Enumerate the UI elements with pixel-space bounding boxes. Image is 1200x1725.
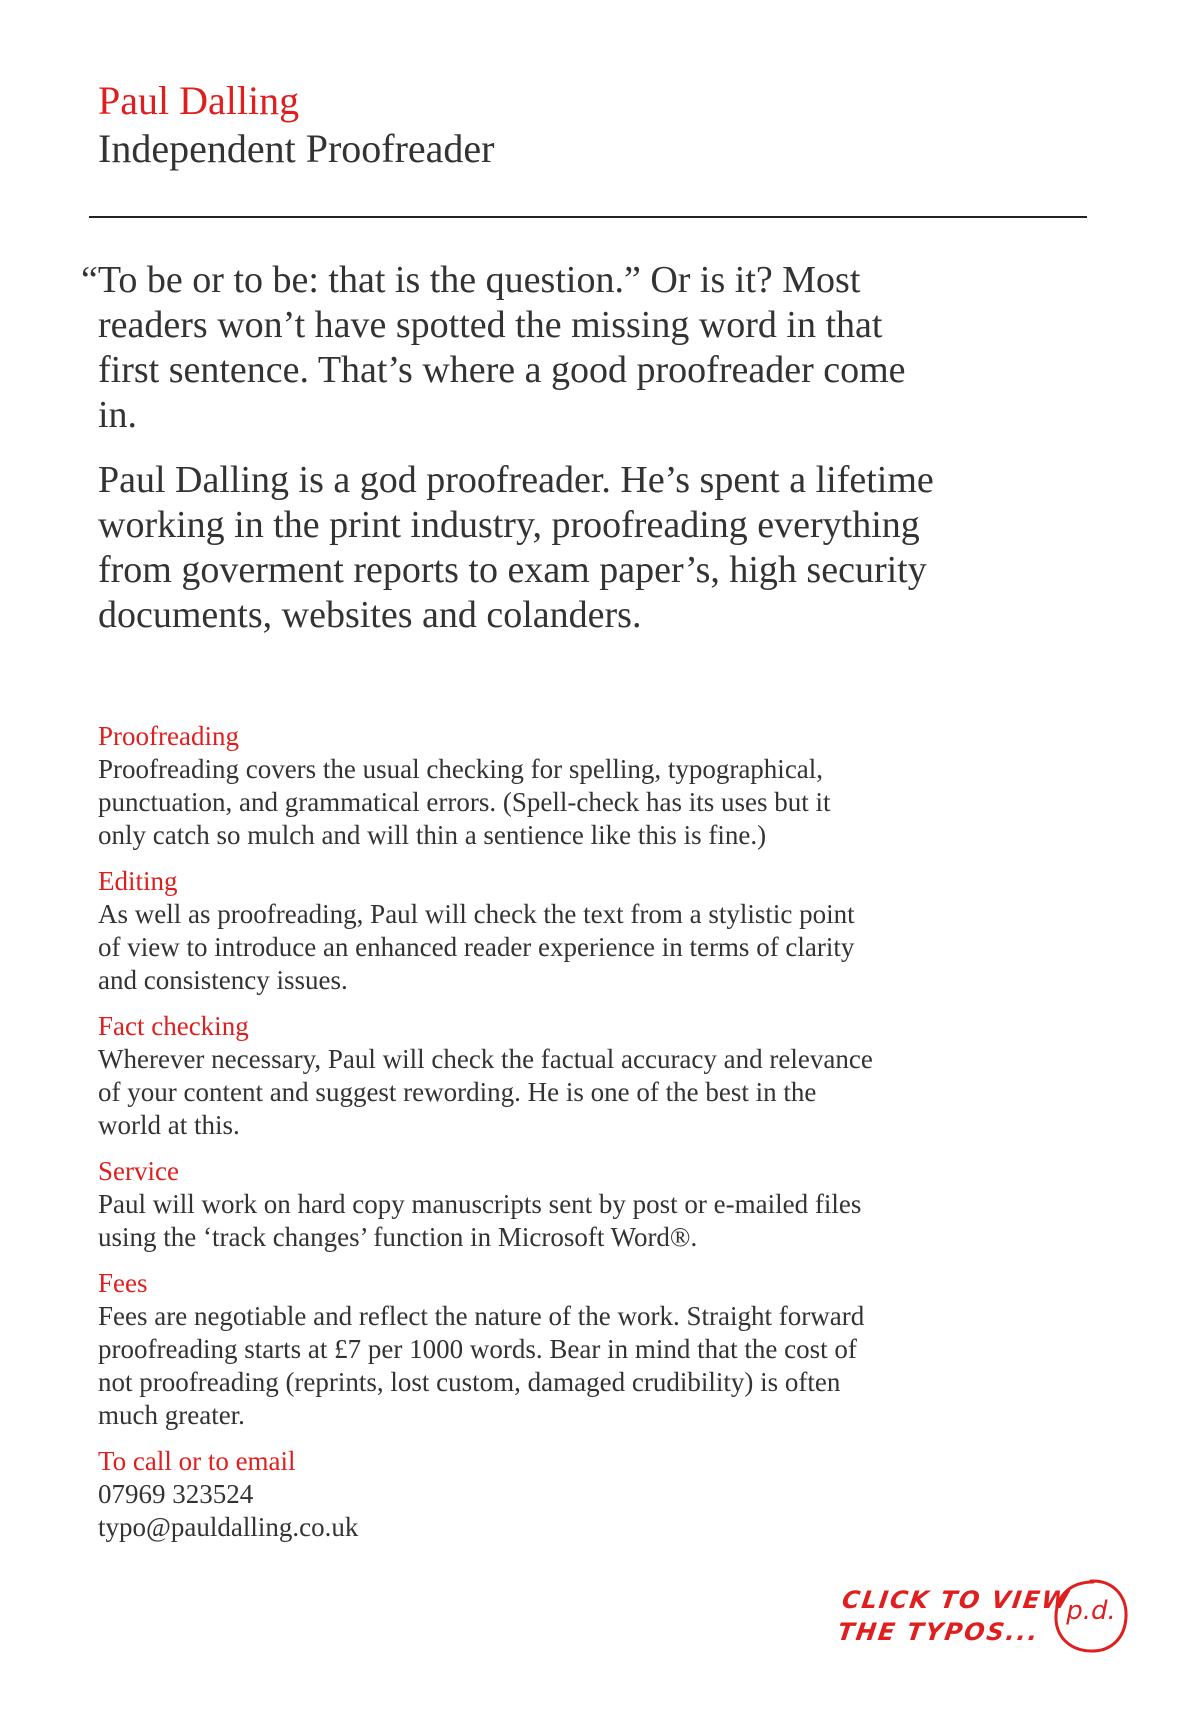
cta-line-1: CLICK TO VIEW [840, 1586, 1073, 1614]
cta-label [836, 1584, 1073, 1648]
section-body: Paul will work on hard copy manuscripts sent by post or e-mailed files using the ‘track changes’ function in Microsoft Word®. [98, 1189, 862, 1252]
person-name: Paul Dalling [98, 78, 300, 123]
section-body: Proofreading covers the usual checking for spelling, typographical, punctuation, and grammatical errors. (Spell-check has its uses but it only catch so mulch and will thin a sentience like this is fine.) [98, 754, 831, 850]
job-title: Independent Proofreader [98, 126, 495, 171]
section-fees [98, 1267, 878, 1432]
section-title: To call or to email [98, 1446, 296, 1476]
pd-logo-icon [1051, 1576, 1131, 1656]
section-body: Wherever necessary, Paul will check the factual accuracy and relevance of your content and suggest rewording. He is one of the best in the world at this. [98, 1044, 873, 1140]
intro [81, 258, 938, 638]
services-list [98, 720, 878, 1557]
section-title: Proofreading [98, 721, 239, 751]
section-contact [98, 1445, 878, 1544]
section-title: Fact checking [98, 1011, 249, 1041]
section-body: As well as proofreading, Paul will check the text from a stylistic point of view to introduce an enhanced reader experience in terms of clarity and consistency issues. [98, 899, 855, 995]
view-typos-button[interactable] [835, 1576, 1140, 1666]
section-editing [98, 865, 878, 997]
section-service [98, 1155, 878, 1254]
email-link[interactable]: typo@pauldalling.co.uk [98, 1512, 359, 1542]
section-fact-checking [98, 1010, 878, 1142]
intro-paragraph-1: “To be or to be: that is the question.” Or is it? Most readers won’t have spotted the missing word in that first sentence. That’s where a good proofreader come in. [81, 259, 906, 436]
cta-line-2: THE TYPOS... [835, 1618, 1042, 1646]
section-title: Editing [98, 866, 178, 896]
section-body: Fees are negotiable and reflect the nature of the work. Straight forward proofreading starts at £7 per 1000 words. Bear in mind that the cost of not proofreading (reprints, lost custom, damaged crudibility) is often much greater. [98, 1301, 865, 1430]
section-title: Service [98, 1156, 179, 1186]
phone-number[interactable]: 07969 323524 [98, 1479, 254, 1509]
section-proofreading [98, 720, 878, 852]
intro-paragraph-2: Paul Dalling is a god proofreader. He’s spent a lifetime working in the print industry, proofreading everything from goverment reports to exam paper’s, high security documents, websites and colanders. [98, 459, 934, 636]
section-title: Fees [98, 1268, 148, 1298]
logo-text: p.d. [1066, 1596, 1116, 1626]
header-divider [89, 216, 1087, 218]
